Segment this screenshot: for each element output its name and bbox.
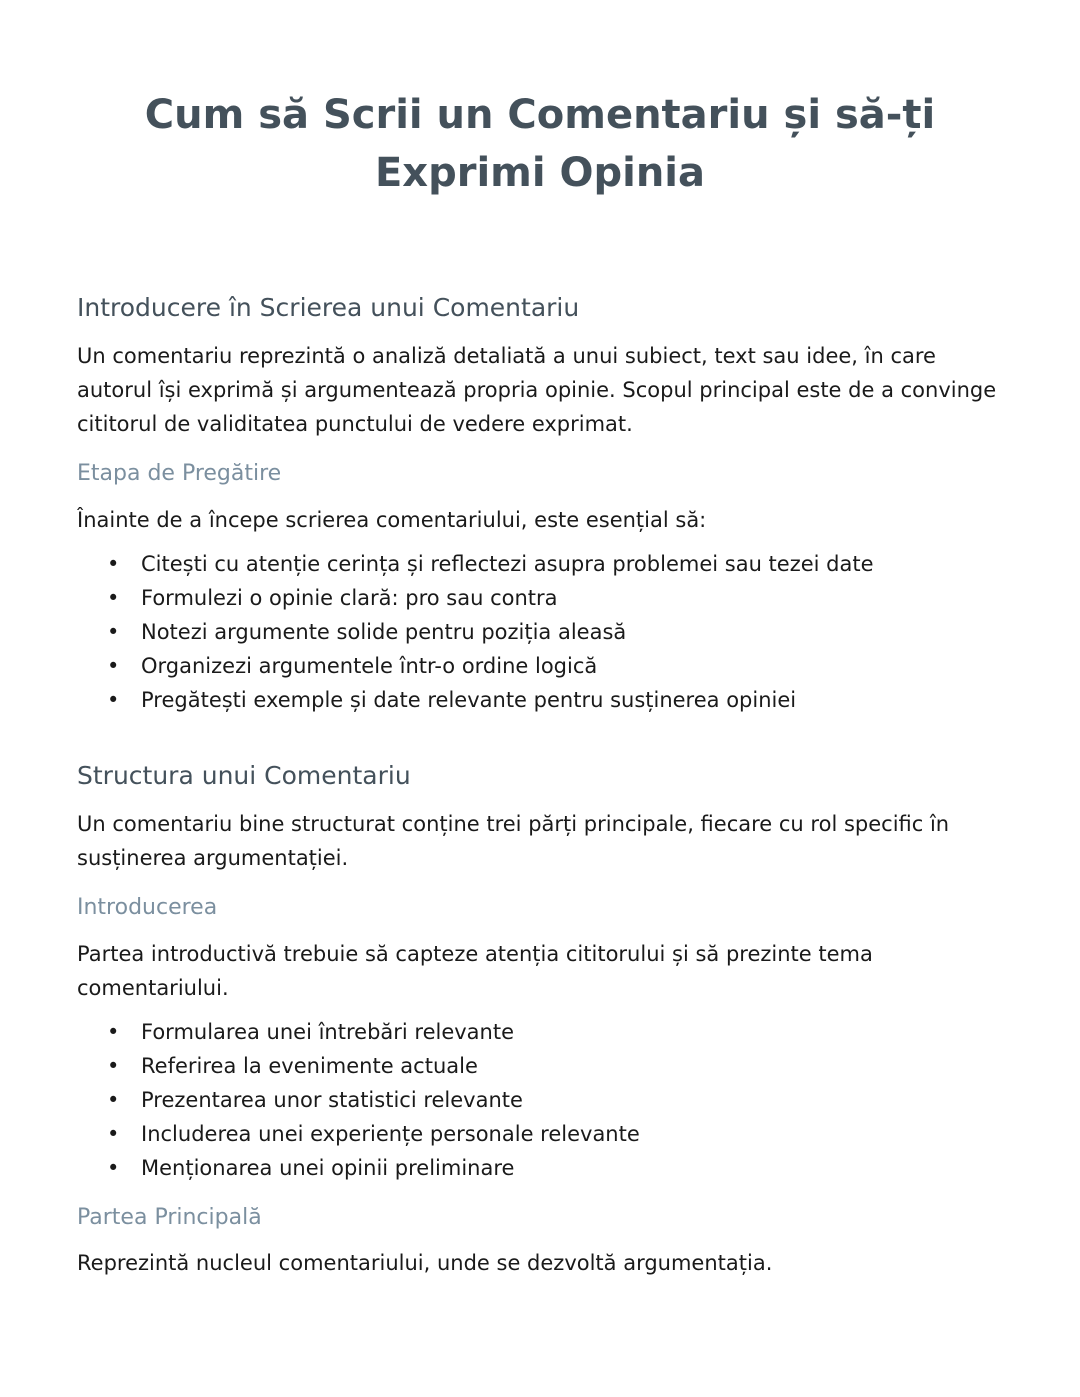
- page-title: Cum să Scrii un Comentariu și să-ți Exprimi Opinia: [144, 92, 936, 196]
- list-item: • Formulezi o opinie clară: pro sau contra: [77, 581, 1007, 615]
- list-item: • Menționarea unei opinii preliminare: [77, 1151, 1007, 1185]
- list-item: • Organizezi argumentele într-o ordine logică: [77, 649, 1007, 683]
- list-item: • Citești cu atenție cerința și reflectezi asupra problemei sau tezei date: [77, 547, 1007, 581]
- bullet-list-introducerea: [77, 1015, 1007, 1185]
- subsection-heading-etapa: Etapa de Pregătire: [77, 461, 282, 486]
- section-paragraph-introducere: Un comentariu reprezintă o analiză detaliată a unui subiect, text sau idee, în care autorul își exprimă și argumentează propria opinie. Scopul principal este de a convinge cititorul de validitatea punctului de vedere exprimat.: [77, 344, 997, 436]
- list-item: • Referirea la evenimente actuale: [77, 1049, 1007, 1083]
- list-item: • Pregătești exemple și date relevante pentru susținerea opiniei: [77, 683, 1007, 717]
- section-heading-structura: Structura unui Comentariu: [77, 761, 411, 790]
- subsection-paragraph-etapa: Înainte de a începe scrierea comentariului, este esențial să:: [77, 508, 707, 532]
- section-paragraph-structura: Un comentariu bine structurat conține trei părți principale, fiecare cu rol specific în susținerea argumentației.: [77, 812, 950, 870]
- subsection-paragraph-partea-principala: Reprezintă nucleul comentariului, unde se dezvoltă argumentația.: [77, 1251, 773, 1275]
- list-item: • Formularea unei întrebări relevante: [77, 1015, 1007, 1049]
- subsection-heading-introducerea: Introducerea: [77, 895, 218, 920]
- list-item: • Includerea unei experiențe personale relevante: [77, 1117, 1007, 1151]
- list-item: • Prezentarea unor statistici relevante: [77, 1083, 1007, 1117]
- section-heading-introducere: Introducere în Scrierea unui Comentariu: [77, 293, 580, 322]
- bullet-list-etapa: [77, 547, 1007, 717]
- list-item: • Notezi argumente solide pentru poziția aleasă: [77, 615, 1007, 649]
- subsection-heading-partea-principala: Partea Principală: [77, 1205, 262, 1230]
- subsection-paragraph-introducerea: Partea introductivă trebuie să capteze atenția cititorului și să prezinte tema comentariului.: [77, 942, 873, 1000]
